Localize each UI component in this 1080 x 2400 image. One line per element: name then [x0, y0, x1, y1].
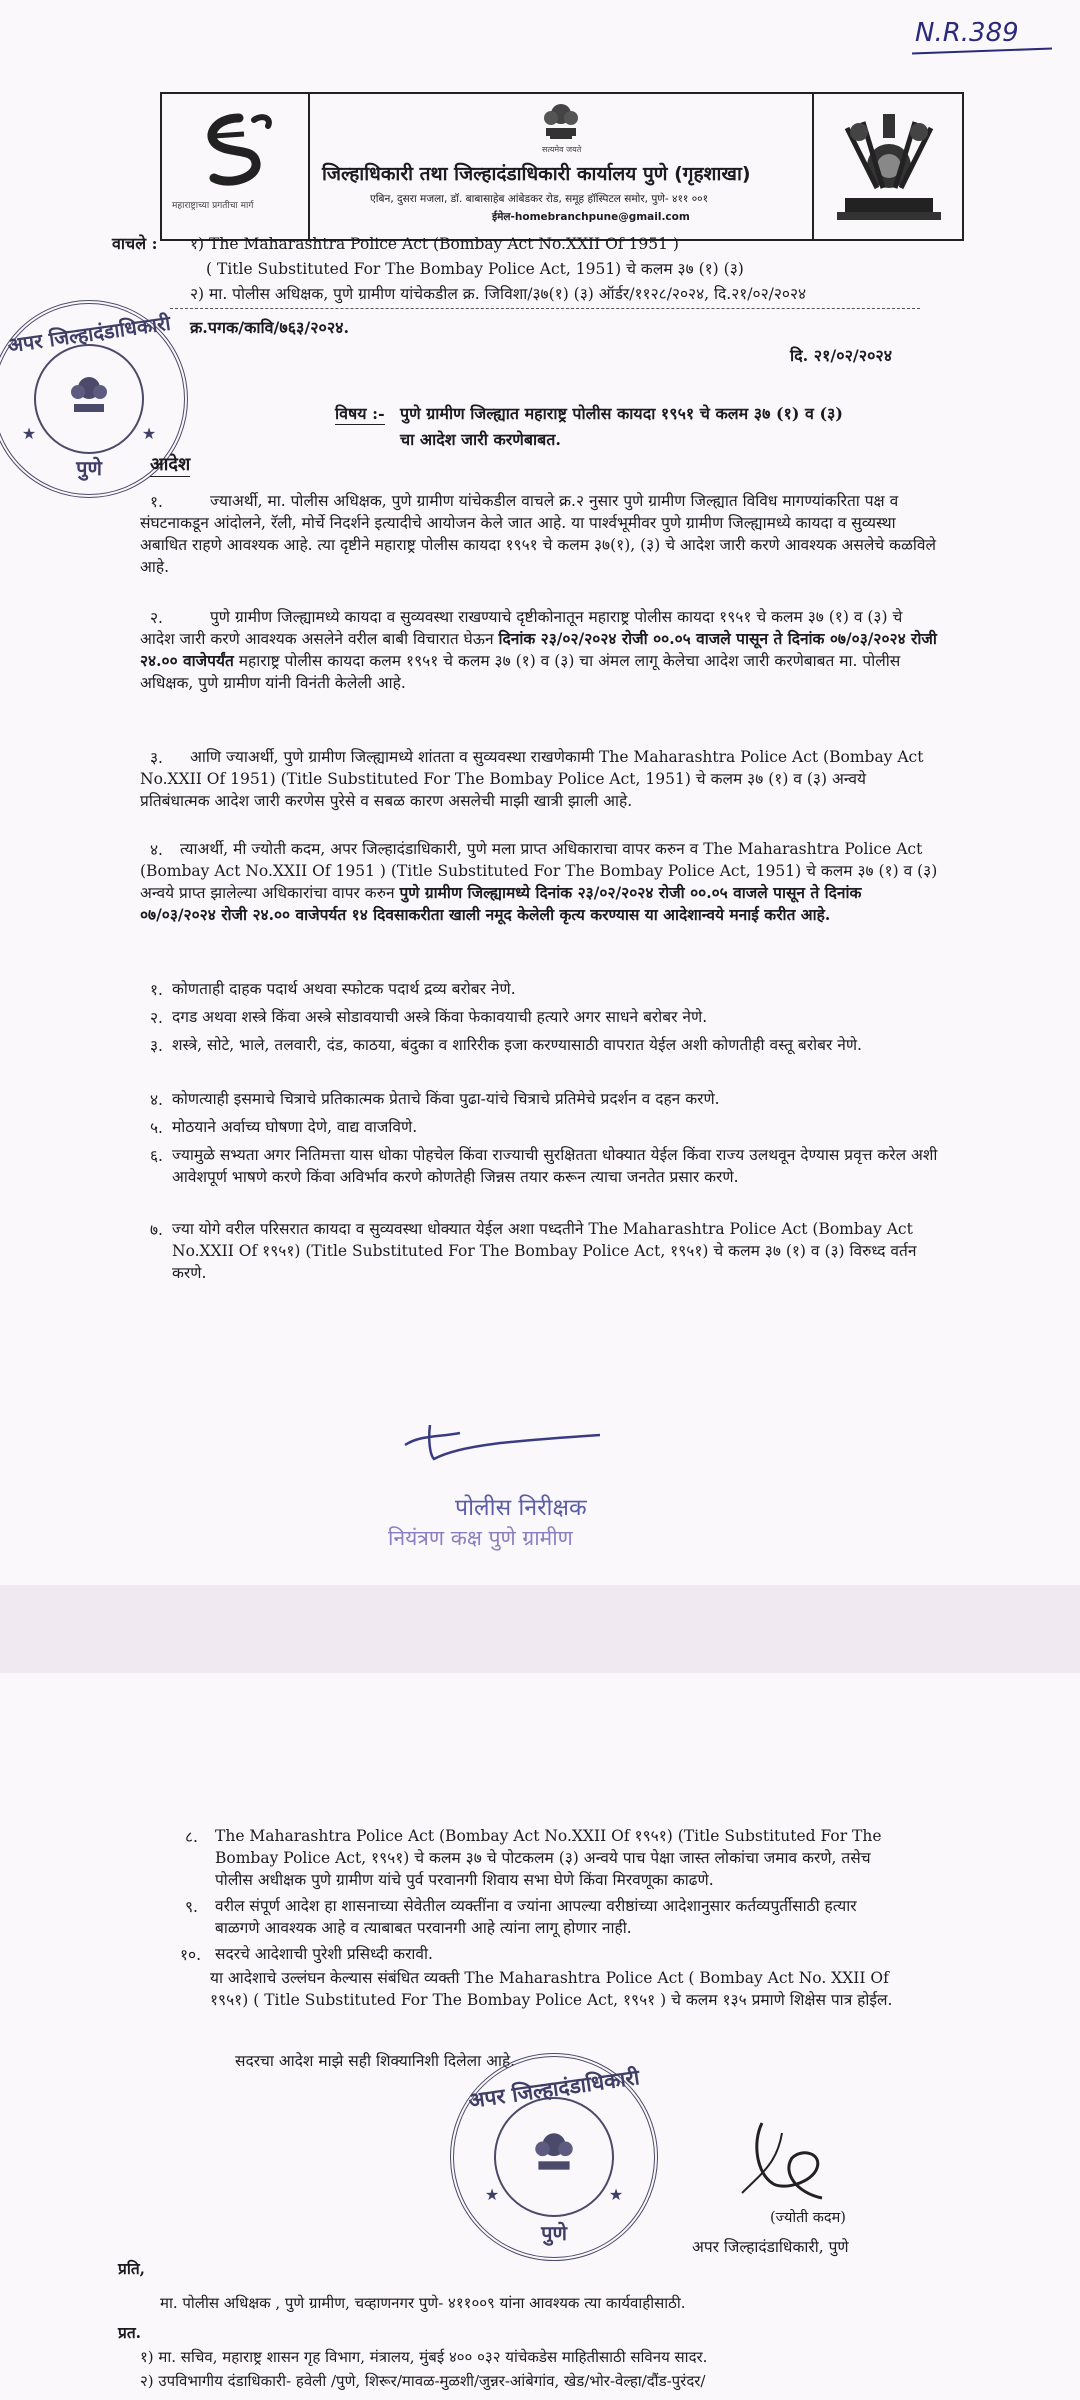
para-3-text: आणि ज्याअर्थी, पुणे ग्रामीण जिल्ह्यामध्ये शांतता व सुव्यवस्था राखणेकामी The Maharashtra Police Act (Bombay Act No.XXII Of 1951) (Title Substituted For The Bombay Police Act, 1951) चे कलम ३७ (१) व (३) अन्वये प्रतिबंधात्मक आदेश जारी करणेस पुरेसे व सबळ कारण असलेची माझी खात्री झाली आहे.	[140, 748, 924, 810]
subject-line-1: पुणे ग्रामीण जिल्ह्यात महाराष्ट्र पोलीस कायदा १९५१ चे कलम ३७ (१) व (३)	[400, 404, 843, 423]
list-item-7-number: ७.	[150, 1221, 163, 1239]
para-4-text-bold: पुणे ग्रामीण जिल्ह्यामध्ये दिनांक २३/०२/२०२४ रोजी ००.०५ वाजले पासून ते दिनांक ०७/०३/२०२४ रोजी २४.०० वाजेपर्यत १४ दिवसाकरीता खाली नमूद केलेली कृत्य करण्यास या आदेशान्वये मनाई करीत आहे.	[140, 883, 862, 924]
to-label: प्रति,	[118, 2259, 146, 2278]
police-crest-icon	[827, 108, 951, 226]
para-2-number: २.	[150, 609, 163, 627]
officer-signature-icon	[722, 2113, 852, 2213]
penalty-clause: या आदेशाचे उल्लंघन केल्यास संबंधित व्यक्ती The Maharashtra Police Act ( Bombay Act No. XXII Of १९५१) ( Title Substituted For The Bombay Police Act, १९५१ ) चे कलम १३५ प्रमाणे शिक्षेस पात्र होईल.	[210, 1969, 893, 2009]
copy-item-2: २) उपविभागीय दंडाधिकारी- हवेली /पुणे, शिरूर/मावळ-मुळशी/जुन्नर-आंबेगांव, खेड/भोर-वेल्हा/दौंड-पुरंदर/	[140, 2372, 706, 2390]
seal-bottom-text: पुणे	[76, 456, 102, 480]
signer-name: (ज्योती कदम)	[770, 2210, 846, 2226]
para-4-number: ४.	[150, 841, 163, 859]
list-item-1-number: १.	[150, 981, 163, 999]
para-2-text-dates: दिनांक २३/०२/२०२४ रोजी ००.०५ वाजले पासून ते दिनांक ०७/०३/२०२४ रोजी २४.०० वाजेपर्यंत	[140, 629, 937, 670]
list-item-10: सदरचे आदेशाची पुरेशी प्रसिध्दी करावी.	[215, 1945, 433, 1963]
list-item-5-number: ५.	[150, 1119, 163, 1137]
document-page-2	[0, 1673, 1080, 2400]
para-1	[140, 490, 940, 600]
corner-note-underline	[912, 48, 1052, 55]
copy-item-1: १) मा. सचिव, महाराष्ट्र शासन गृह विभाग, मंत्रालय, मुंबई ४०० ०३२ यांचेकडेस माहितीसाठी सविनय सादर.	[140, 2348, 708, 2366]
list-item-4: कोणत्याही इसमाचे चित्राचे प्रतिकात्मक प्रेताचे किंवा पुढा-यांचे चित्राचे प्रतिमेचे प्रदर्शन व दहन करणे.	[172, 1090, 720, 1108]
maharashtra-logo-icon	[184, 108, 284, 198]
list-item-4-number: ४.	[150, 1091, 163, 1109]
seal-emblem-icon	[64, 368, 114, 424]
page-gap	[0, 1585, 1080, 1673]
list-item-7: ज्या योगे वरील परिसरात कायदा व सुव्यवस्था धोक्यात येईल अशा पध्दतीने The Maharashtra Police Act (Bombay Act No.XXII Of १९५१) (Title Substituted For The Bombay Police Act, १९५१) चे कलम ३७ (१) व (३) विरुध्द वर्तन करणे.	[172, 1220, 917, 1282]
office-title: जिल्हाधिकारी तथा जिल्हादंडाधिकारी कार्यालय पुणे (गृहशाखा)	[322, 163, 751, 185]
list-item-2-number: २.	[150, 1009, 163, 1027]
list-item-10-number: १०.	[180, 1946, 202, 1964]
signer-title: अपर जिल्हादंडाधिकारी, पुणे	[692, 2238, 849, 2256]
read-item-1: १) The Maharashtra Police Act (Bombay Act No.XXII Of 1951 )	[190, 235, 679, 253]
inspector-stamp-line-2: नियंत्रण कक्ष पुणे ग्रामीण	[388, 1526, 573, 1550]
seal-top-text: अपर जिल्हादंडाधिकारी	[6, 310, 172, 358]
letterhead-divider-right	[812, 94, 814, 239]
office-address: एबिन, दुसरा मजला, डॉ. बाबासाहेब आंबेडकर रोड, समूह हॉस्पिटल समोर, पुणे- ४११ ००१	[370, 193, 709, 205]
para-3	[140, 746, 940, 834]
para-1-number: १.	[150, 493, 163, 511]
list-item-6: ज्यामुळे सभ्यता अगर नितिमत्ता यास धोका पोहचेल किंवा राज्याची सुरक्षितता धोक्यात येईल किंवा राज्य उलथवून देण्यास प्रवृत्त करेल अशी आवेशपूर्ण भाषणे करणे किंवा अविर्भाव करणे कोणतेही जिन्नस तयार करून त्याचा जनतेत प्रसार करणे.	[172, 1146, 938, 1186]
office-seal-stamp-2	[450, 2053, 658, 2261]
seal-bottom-text-2: पुणे	[541, 2221, 567, 2245]
left-logo-caption: महाराष्ट्राच्या प्रगतीचा मार्ग	[172, 201, 254, 211]
office-email: ईमेल-homebranchpune@gmail.com	[492, 211, 690, 223]
para-2-text-a: पुणे ग्रामीण जिल्ह्यामध्ये कायदा व सुव्यवस्था राखण्याचे दृष्टीकोनातून महाराष्ट्र पोलीस कायदा १९५१ चे कलम ३७ (१) व (३) चे आदेश जारी करणे आवश्यक असलेने वरील बाबी विचारात घेऊन	[140, 608, 903, 648]
list-item-9-number: ९.	[185, 1898, 198, 1916]
copy-label: प्रत.	[118, 2323, 142, 2342]
seal-star-left-2: ★	[484, 2185, 500, 2204]
inspector-stamp-line-1: पोलीस निरीक्षक	[455, 1495, 587, 1521]
para-2	[140, 606, 940, 738]
order-heading: आदेश	[150, 454, 191, 475]
para-3-number: ३.	[150, 749, 163, 767]
list-item-8: The Maharashtra Police Act (Bombay Act No.XXII Of १९५१) (Title Substituted For The Bombay Police Act, १९५१) चे कलम ३७ चे पोटकलम (३) अन्वये पाच पेक्षा जास्त लोकांचा जमाव करणे, तसेच पोलीस अधीक्षक पुणे ग्रामीण यांचे पुर्व परवानगी शिवाय सभा घेणे किंवा मिरवणूका काढणे.	[215, 1827, 882, 1889]
letterhead	[160, 92, 964, 241]
subject-label: विषय :-	[335, 404, 385, 423]
letterhead-divider-left	[308, 94, 310, 239]
seal-top-text-2: अपर जिल्हादंडाधिकारी	[467, 2065, 641, 2113]
signature-mark-icon	[400, 1415, 610, 1465]
reference-number: क्र.पगक/कावि/७६३/२०२४.	[190, 318, 350, 337]
to-line: मा. पोलीस अधिक्षक , पुणे ग्रामीण, चव्हाणनगर पुणे- ४११००९ यांना आवश्यक त्या कार्यवाहीसाठी.	[160, 2294, 686, 2312]
subject-line-2: चा आदेश जारी करणेबाबत.	[400, 430, 561, 449]
para-2-text-c: महाराष्ट्र पोलीस कायदा कलम १९५१ चे कलम ३७ (१) व (३) चा अंमल लागू केलेचा आदेश जारी करणेबाबत मा. पोलीस अधिक्षक, पुणे ग्रामीण यांनी विनंती केलेली आहे.	[140, 652, 901, 692]
list-item-5: मोठयाने अर्वाच्य घोषणा देणे, वाद्य वाजविणे.	[172, 1118, 418, 1136]
order-given-statement: सदरचा आदेश माझे सही शिक्यानिशी दिलेला आहे.	[235, 2052, 516, 2070]
para-1-text: ज्याअर्थी, मा. पोलीस अधिक्षक, पुणे ग्रामीण यांचेकडील वाचले क्र.२ नुसार पुणे ग्रामीण जिल्ह्यात विविध मागण्यांकरिता पक्ष व संघटनाकडून आंदोलने, रॅली, मोर्चे निदर्शने इत्यादीचे आयोजन केले जात आहे. या पार्श्वभूमीवर पुणे ग्रामीण जिल्ह्यामध्ये कायदा व सुव्यस्था अबाधित राहणे आवश्यक आहे. त्या दृष्टीने महाराष्ट्र पोलीस कायदा १९५१ चे कलम ३७(१), (३) चे आदेश जारी करणे आवश्यक असलेचे कळविले आहे.	[140, 492, 936, 576]
seal-star-left: ★	[21, 424, 37, 443]
order-date: दि. २१/०२/२०२४	[790, 346, 893, 365]
seal-emblem-icon-2	[528, 2123, 580, 2183]
list-item-9: वरील संपूर्ण आदेश हा शासनाच्या सेवेतील व्यक्तींना व ज्यांना आपल्या वरीष्ठांच्या आदेशानुसार कर्तव्यपुर्तीसाठी हत्यार बाळगणे आवश्यक आहे व त्याबाबत परवानगी आहे त्यांना लागू होणार नाही.	[215, 1897, 857, 1937]
list-item-6-number: ६.	[150, 1147, 163, 1165]
list-item-8-number: ८.	[185, 1828, 198, 1846]
seal-star-right: ★	[141, 424, 157, 443]
list-item-3: शस्त्रे, सोटे, भाले, तलवारी, दंड, काठया, बंदुका व शारिरीक इजा करण्यासाठी वापरात येईल अशी कोणतीही वस्तू बरोबर नेणे.	[172, 1036, 862, 1054]
list-item-3-number: ३.	[150, 1037, 163, 1055]
national-emblem-icon	[538, 98, 584, 146]
para-4	[140, 838, 940, 970]
seal-star-right-2: ★	[608, 2185, 624, 2204]
para-4-text-a: त्याअर्थी, मी ज्योती कदम, अपर जिल्हादंडाधिकारी, पुणे मला प्राप्त अधिकाराचा वापर करुन व The Maharashtra Police Act (Bombay Act No.XXII Of 1951 ) (Title Substituted For The Bombay Police Act, 1951) चे कलम ३७ (१) व (३) अन्वये प्राप्त झालेल्या अधिकारांचा वापर करुन	[140, 840, 938, 902]
emblem-caption: सत्यमेव जयते	[542, 145, 582, 154]
list-item-2: दगड अथवा शस्त्रे किंवा अस्त्रे सोडावयाची अस्त्रे किंवा फेकावयाची हत्यारे अगर साधने बरोबर नेणे.	[172, 1008, 708, 1026]
list-item-1: कोणताही दाहक पदार्थ अथवा स्फोटक पदार्थ द्रव्य बरोबर नेणे.	[172, 980, 516, 998]
read-divider	[170, 308, 920, 310]
read-item-1b: ( Title Substituted For The Bombay Police Act, 1951) चे कलम ३७ (१) (३)	[206, 260, 744, 278]
read-label: वाचले :	[112, 234, 158, 253]
corner-handwritten-note: N.R.389	[915, 18, 1019, 48]
read-item-2: २) मा. पोलीस अधिक्षक, पुणे ग्रामीण यांचेकडील क्र. जिविशा/३७(१) (३) ऑर्डर/११२८/२०२४, दि.२१/०२/२०२४	[190, 285, 807, 303]
